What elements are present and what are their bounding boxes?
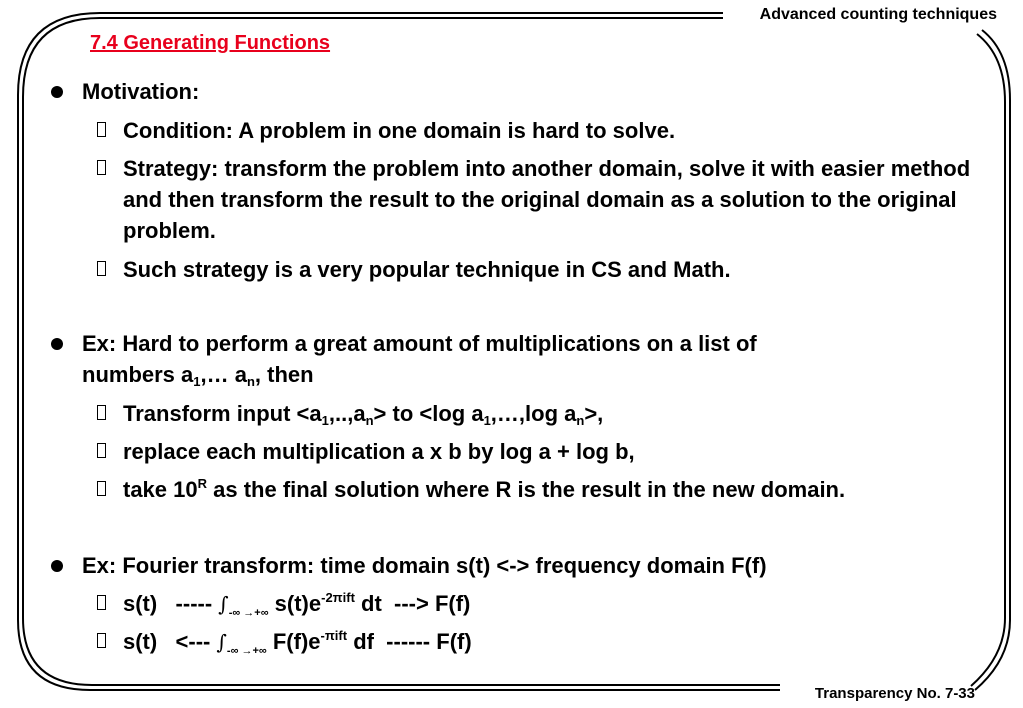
condition-text: Condition: A problem in one domain is hard to solve. xyxy=(123,118,676,143)
fourier-heading: Ex: Fourier transform: time domain s(t) <-> frequency domain F(f) xyxy=(82,553,767,578)
ex1-line1: Ex: Hard to perform a great amount of multiplications on a list of xyxy=(82,331,757,356)
bullet-motivation xyxy=(82,76,962,107)
motivation-heading: Motivation: xyxy=(82,79,200,104)
sub-bullet-inverse xyxy=(123,626,1003,658)
sub-bullet-box xyxy=(97,595,106,610)
sub-bullet-box xyxy=(97,160,106,175)
sub-bullet-box xyxy=(97,261,106,276)
inverse-formula: s(t) <--- $\int_{-\infty \to+\infty}$ $F(f)e^{-\pi ift}$ df ------ F(f) xyxy=(123,628,472,657)
sub-bullet-popular xyxy=(123,254,1003,285)
sub-bullet-box xyxy=(97,633,106,648)
sub-bullet-condition xyxy=(123,115,1003,146)
sub-bullet-transform xyxy=(123,398,1003,429)
sub-bullet-strategy xyxy=(123,153,1003,246)
transform-text: Transform input $<a_1,..,a_n>$ to <log $a_1,\dots,\log$ $a_n>$, xyxy=(123,401,604,428)
bullet-dot xyxy=(51,86,63,98)
bullet-fourier xyxy=(82,550,962,581)
sub-bullet-box xyxy=(97,443,106,458)
integral-limits: -∞ →+∞ xyxy=(228,607,269,619)
sub-bullet-box xyxy=(97,122,106,137)
integral-sign: ∫ xyxy=(216,630,227,654)
forward-formula: s(t) ----- $\int_{-\infty \to+\infty}$ $s(t)e^{-2\pi ift}$ dt ---> F(f) xyxy=(123,590,471,619)
integral-sign: ∫ xyxy=(218,592,229,616)
transparency-number: Transparency No. 7-33 xyxy=(814,685,975,702)
integral-limits: -∞ →+∞ xyxy=(226,645,267,657)
bullet-dot xyxy=(51,560,63,572)
sub-bullet-box xyxy=(97,405,106,420)
sub-bullet-box xyxy=(97,481,106,496)
strategy-text: Strategy: transform the problem into another domain, solve it with easier method and then transform the result to the original domain as a solution to the original problem. xyxy=(123,156,971,243)
replace-text: replace each multiplication a x b by log a + log b, xyxy=(123,439,635,464)
sub-bullet-take xyxy=(123,474,1003,505)
bullet-multiplication xyxy=(82,328,962,390)
sub-bullet-replace xyxy=(123,436,1003,467)
popular-text: Such strategy is a very popular technique in CS and Math. xyxy=(123,257,731,282)
take-text: take $10^R$ as the final solution where R is the result in the new domain. xyxy=(123,476,846,502)
slide-title: 7.4 Generating Functions xyxy=(90,32,331,54)
course-title: Advanced counting techniques xyxy=(759,6,997,23)
sub-bullet-forward xyxy=(123,588,1003,620)
ex1-line2: numbers $a_1,\dots$ $a_n$, then xyxy=(82,362,314,389)
bullet-dot xyxy=(51,338,63,350)
